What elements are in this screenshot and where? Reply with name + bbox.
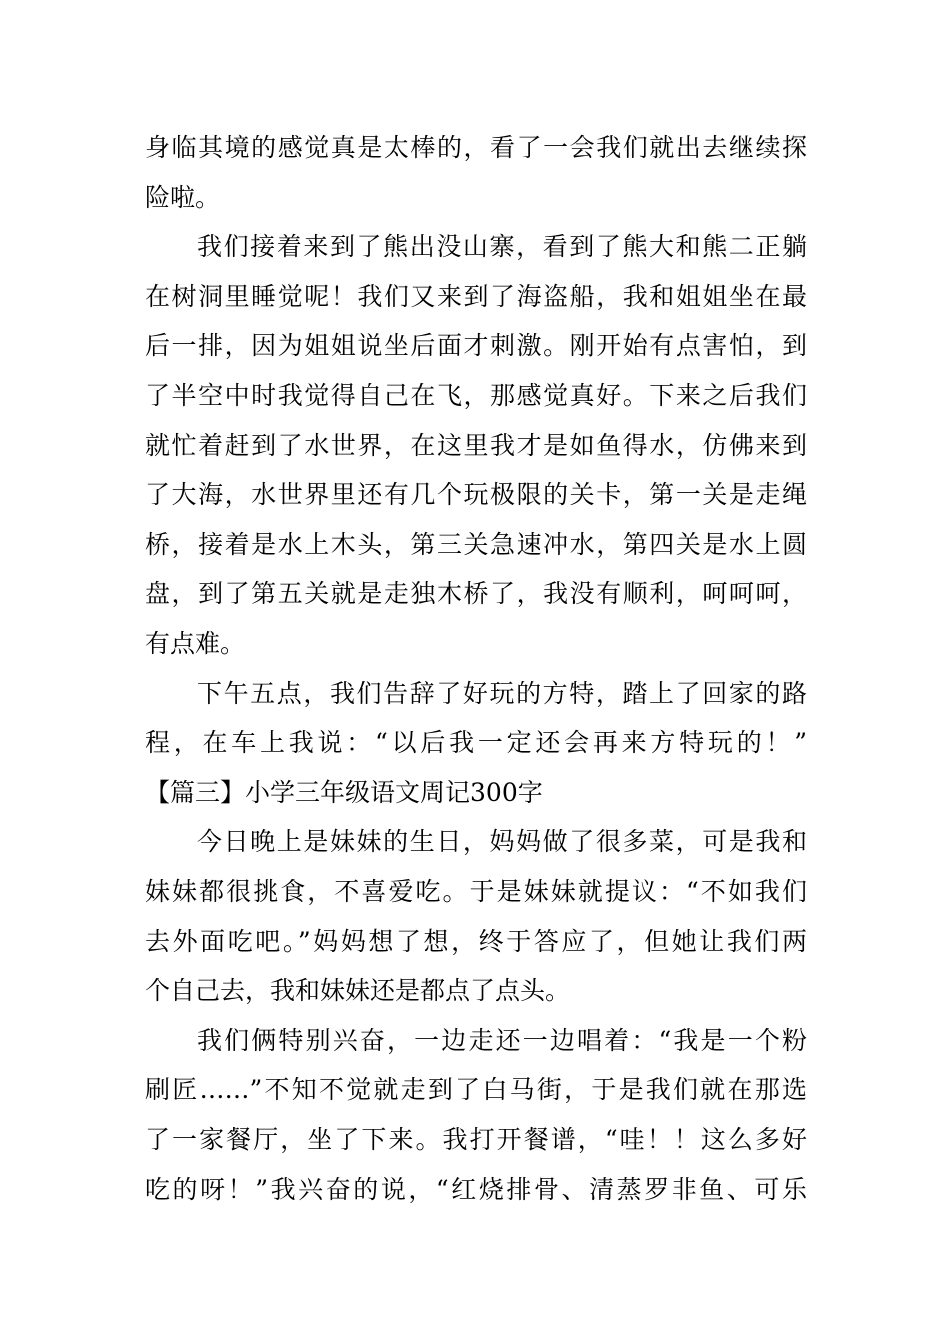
text-line: 有点难。 [145,629,246,658]
text-line: 就忙着赶到了水世界，在这里我才是如鱼得水，仿佛来到 [145,430,807,460]
text-line: 下午五点，我们告辞了好玩的方特，踏上了回家的路 [197,678,807,708]
text-line: 去外面吃吧。”妈妈想了想，终于答应了，但她让我们两 [145,926,807,956]
section-heading: 【篇三】小学三年级语文周记300字 [145,777,543,807]
text-line: 身临其境的感觉真是太棒的，看了一会我们就出去继续探 [145,133,807,162]
text-line: 妹妹都很挑食，不喜爱吃。于是妹妹就提议：“不如我们 [145,877,807,906]
text-line: 我们俩特别兴奋，一边走还一边唱着：“我是一个粉 [197,1025,807,1055]
text-line: 盘，到了第五关就是走独木桥了，我没有顺利，呵呵呵， [145,579,807,609]
text-line: 险啦。 [145,182,221,212]
text-line: 了大海，水世界里还有几个玩极限的关卡，第一关是走绳 [145,480,807,510]
text-line: 桥，接着是水上木头，第三关急速冲水，第四关是水上圆 [145,529,807,559]
text-line: 程，在车上我说：“以后我一定还会再来方特玩的！” [145,728,807,758]
text-line: 吃的呀！”我兴奋的说，“红烧排骨、清蒸罗非鱼、可乐 [145,1174,807,1204]
text-line: 后一排，因为姐姐说坐后面才刺激。刚开始有点害怕，到 [145,331,807,361]
text-line: 刷匠……”不知不觉就走到了白马街，于是我们就在那选 [145,1075,807,1105]
text-line: 个自己去，我和妹妹还是都点了点头。 [145,976,571,1006]
text-line: 今日晚上是妹妹的生日，妈妈做了很多菜，可是我和 [197,827,807,857]
text-line: 了一家餐厅，坐了下来。我打开餐谱，“哇！！这么多好 [145,1125,807,1154]
text-line: 在树洞里睡觉呢！我们又来到了海盗船，我和姐姐坐在最 [145,281,807,311]
text-line: 了半空中时我觉得自己在飞，那感觉真好。下来之后我们 [145,381,807,410]
text-line: 我们接着来到了熊出没山寨，看到了熊大和熊二正躺 [197,232,807,262]
